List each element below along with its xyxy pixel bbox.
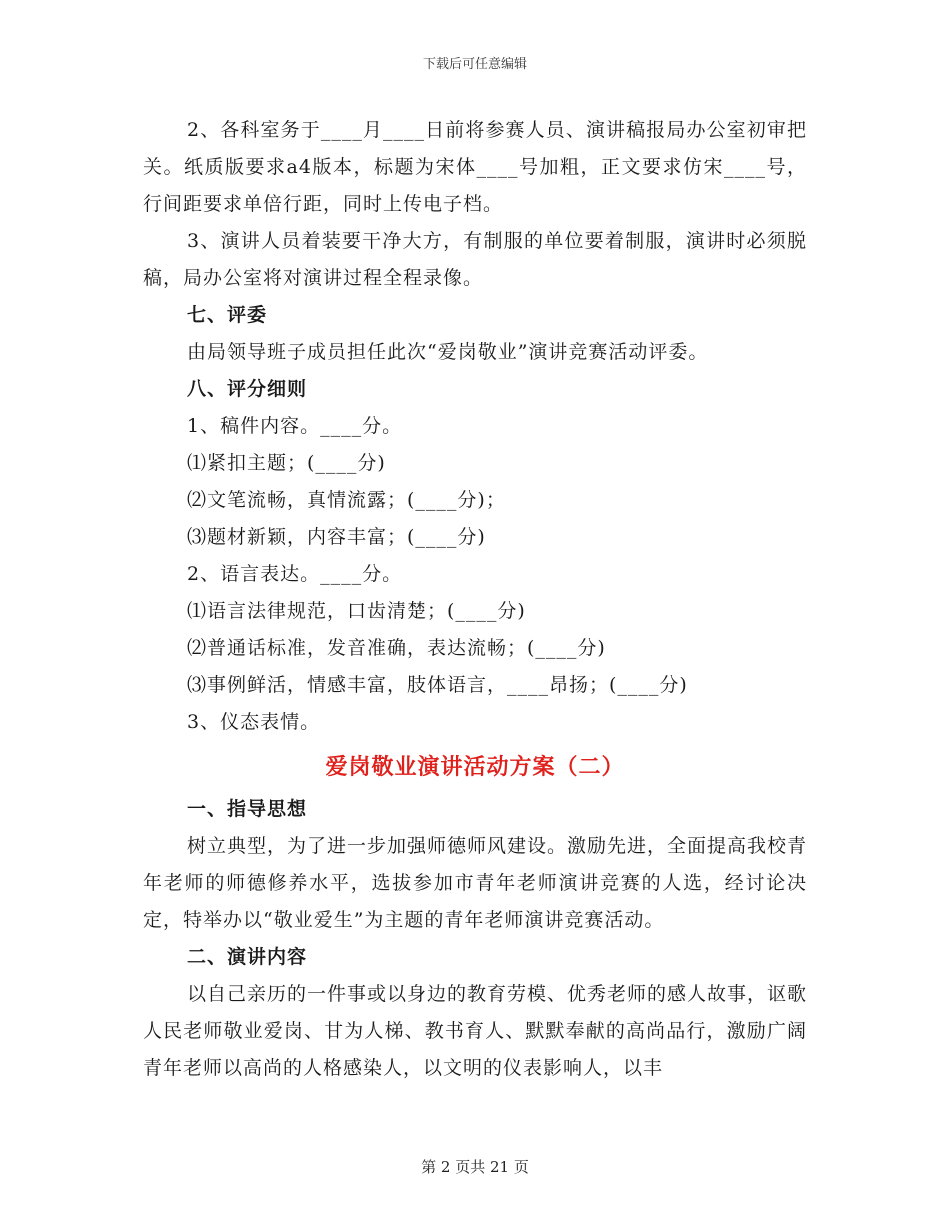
paragraph-judges: 由局领导班子成员担任此次“爱岗敬业”演讲竞赛活动评委。	[187, 341, 709, 363]
scoring-subitem: ⑴紧扣主题；(____分)	[187, 452, 386, 474]
scoring-subitem: ⑶事例鲜活，情感丰富，肢体语言，____昂扬；(____分)	[187, 674, 688, 696]
scoring-item-language: 2、语言表达。____分。	[187, 563, 403, 585]
document-body	[143, 112, 807, 1087]
section-heading-guiding: 一、指导思想	[187, 798, 308, 820]
scoring-subitem: ⑶题材新颖，内容丰富；(____分)	[187, 526, 486, 548]
document-title: 爱岗敬业演讲活动方案（二）	[325, 754, 625, 780]
page-header: 下载后可任意编辑	[422, 57, 527, 72]
scoring-subitem: ⑴语言法律规范，口齿清楚；(____分)	[187, 600, 526, 622]
page-footer: 第 2 页共 21 页	[421, 1158, 529, 1176]
paragraph-content: 以自己亲历的一件事或以身边的教育劳模、优秀老师的感人故事，讴歌人民老师敬业爱岗、甘为人梯、教书育人、默默奉献的高尚品行，激励广阔青年老师以高尚的人格感染人，以文明的仪表影响人，以丰	[143, 983, 808, 1079]
section-heading-judges: 七、评委	[187, 304, 268, 326]
paragraph-item-3: 3、演讲人员着装要干净大方，有制服的单位要着制服，演讲时必须脱稿，局办公室将对演讲过程全程录像。	[143, 230, 807, 289]
paragraph-item-2: 2、各科室务于____月____日前将参赛人员、演讲稿报局办公室初审把关。纸质版要求a4版本，标题为宋体____号加粗，正文要求仿宋____号，行间距要求单倍行距，同时上传电子档。	[143, 119, 807, 215]
scoring-subitem: ⑵文笔流畅，真情流露；(____分)；	[187, 489, 506, 511]
section-heading-content: 二、演讲内容	[187, 946, 308, 968]
paragraph-guiding: 树立典型，为了进一步加强师德师风建设。激励先进，全面提高我校青年老师的师德修养水平，选拔参加市青年老师演讲竞赛的人选，经讨论决定，特举办以“敬业爱生”为主题的青年老师演讲竞赛活动。	[143, 835, 808, 931]
scoring-item-manner: 3、仪态表情。	[187, 711, 321, 733]
section-heading-scoring: 八、评分细则	[187, 378, 308, 400]
scoring-item-content: 1、稿件内容。____分。	[187, 415, 403, 437]
scoring-subitem: ⑵普通话标准，发音准确，表达流畅；(____分)	[187, 637, 606, 659]
